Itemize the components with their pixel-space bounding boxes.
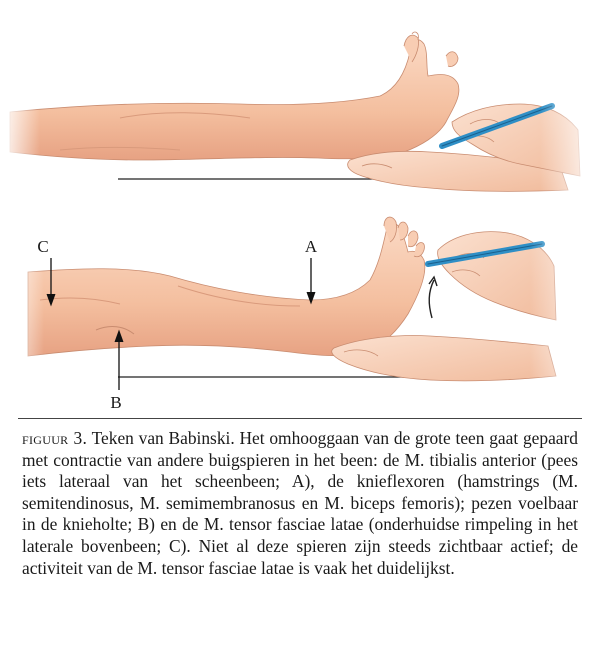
top-leg <box>10 40 459 160</box>
caption-divider <box>18 418 582 419</box>
label-c: C <box>37 237 49 256</box>
figure-label: figuur 3. <box>22 428 88 448</box>
toe-movement-arrow <box>429 280 434 318</box>
caption-text: Teken van Babinski. Het omhooggaan van de grote teen gaat gepaard met contractie van andere buigspieren in het been: de M. tibialis anterior (pees iets lateraal van het scheenbeen; A), de knieflexoren (hamstrings (M. semitendinosus, M. semimembranosus en M. biceps femoris); pezen voelbaar in de knieholte; B) en de M. tensor fasciae latae (onderhuidse rimpeling in het laterale bovenbeen; C). Niet al deze spieren zijn steeds zichtbaar actief; de activiteit van de M. tensor fasciae latae is vaak het duidelijkst. <box>22 428 578 578</box>
bottom-leg <box>28 223 425 356</box>
figure-caption <box>22 428 578 579</box>
label-a: A <box>304 237 318 256</box>
top-leg-panel <box>0 32 600 200</box>
bottom-leg-panel <box>0 217 600 412</box>
bottom-support-hand <box>332 336 556 381</box>
label-b: B <box>110 393 122 412</box>
